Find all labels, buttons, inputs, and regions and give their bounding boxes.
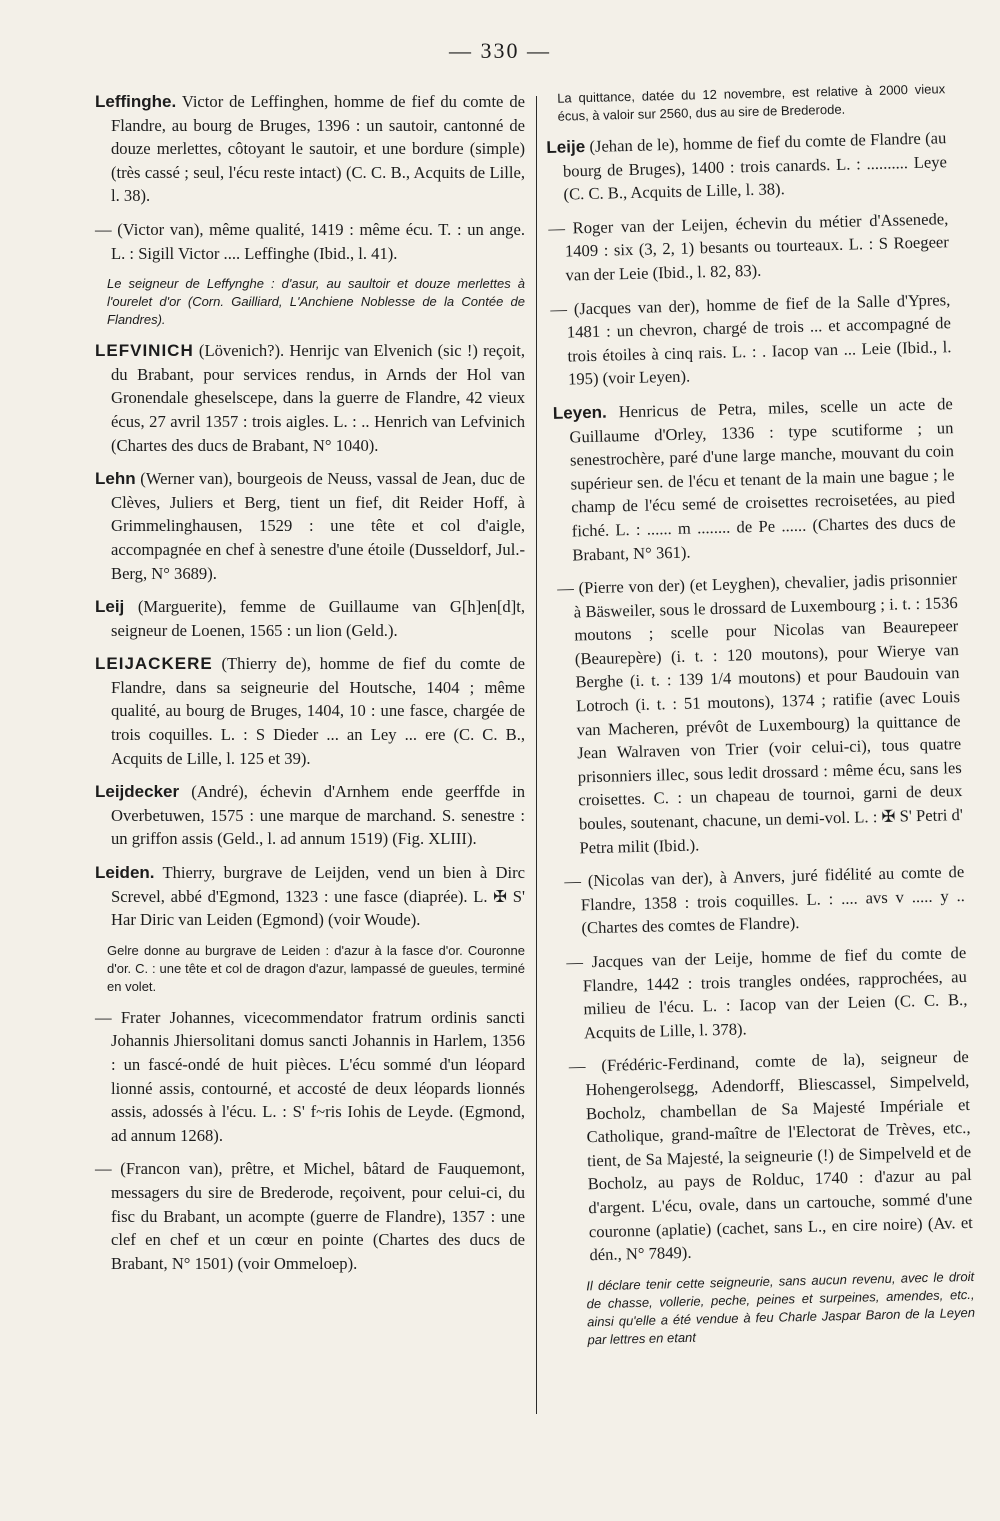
right-column — [545, 80, 976, 1359]
entry-heading: Leffinghe. — [95, 92, 177, 111]
entry-body: (Lövenich?). Henrijc van Elvenich (sic !) reçoit, du Brabant, pour services rendus, in Arnds der Hol van Gronendale gheselscepe, dans la guerre de Flandre, 42 vieux écus, 27 avril 1357 : trois aigles. L. : .. Henrich van Lefvinich (Chartes des ducs de Brabant, N° 1040). — [111, 341, 525, 455]
entry-heading: Leyen. — [552, 402, 607, 423]
entry-body: (Jehan de le), homme de fief du comte de Flandre (au bourg de Bruges), 1400 : trois canards. L. : .......... Leye (C. C. B., Acquits de Lille, l. 38). — [562, 128, 948, 204]
entry-body: (Marguerite), femme de Guillaume van G[h]en[d]t, seigneur de Loenen, 1565 : un lion (Geld.). — [111, 597, 525, 640]
entry-heading: LEIJACKERE — [95, 654, 213, 674]
subentry-leffinghe-victor: — (Victor van), même qualité, 1419 : même écu. T. : un ange. L. : Sigill Victor .... Leffinghe (Ibid., l. 41). — [95, 219, 525, 263]
entry-leije — [546, 126, 948, 207]
subentry-leyen-frederic: — (Frédéric-Ferdinand, comte de la), seigneur de Hohengerolsegg, Adendorff, Bliescassel, Simpelveld, Bocholz, chambellan de Sa Majesté Impériale et Catholique, grand-maître de l'Electorat de Trèves, etc., tient, de Sa Majesté, la seigneurie (!) de Simpelveld et de Bocholz, au pays de Rolduc, 1740 : d'azur au pal d'argent. L'écu, ovale, dans un cartouche, sommé d'une couronne (aplatie) (cachet, sans L., en cire noire) (Av. et dén., N° 7849). — [568, 1047, 974, 1265]
entry-body: Henricus de Petra, miles, scelle un acte de Guillaume d'Orley, 1336 : type scutiforme ; un senestrochère, paré d'une large manche, mouvant du coin supérieur sen. de l'écu et tenant de la main une bague ; le champ de l'écu semé de croisettes recroisetées, au pied fiché. L. : ...... m ........ de Pe ...... (Chartes des ducs de Brabant, N° 361). — [569, 394, 956, 564]
entry-lefvinich — [95, 339, 525, 457]
entry-heading: LEFVINICH — [95, 341, 194, 361]
entry-leiden — [95, 861, 525, 932]
entry-heading: Leije — [546, 137, 586, 157]
subentry-leiden-francon: — (Francon van), prêtre, et Michel, bâtard de Fauquemont, messagers du sire de Brederode, reçoivent, pour celui-ci, du fisc du Brabant, un acompte (guerre de Flandre), 1357 : une clef en chef et un cœur en pointe (Chartes des ducs de Brabant, N° 1501) (voir Ommeloep). — [95, 1159, 525, 1273]
column-rule — [536, 96, 537, 1414]
subentry-leyen-jacques: — Jacques van der Leije, homme de fief du comte de Flandre, 1442 : trois trangles ondées, rapprochées, au milieu de l'écu. L. : Iacop van der Leien (C. C. B., Acquits de Lille, l. 378). — [566, 942, 968, 1043]
entry-body: (Thierry de), homme de fief du comte de Flandre, dans sa seigneurie del Houtsche, 1404 ; même qualité, au bourg de Bruges, 1404, 10 : une fasce, chargée de trois coquilles. L. : S Dieder ... an Ley ... ere (C. C. B., Acquits de Lille, l. 125 et 39). — [111, 654, 525, 768]
entry-body: (André), échevin d'Arnhem ende geerffde in Overbetuwen, 1575 : une marque de marchand. S. senestre : un griffon assis (Geld., l. ad annum 1519) (Fig. XLIII). — [111, 782, 525, 849]
subentry-leyen-pierre: — (Pierre von der) (et Leyghen), chevalier, jadis prisonnier à Bäsweiler, sous le drossard de Luxembourg ; i. t. : 1536 moutons ; scelle pour Nicolas van Beaurepeer (Beaurepère) (i. t. : 120 moutons), pour Wierye van Berghe (i. t. : 139 1/4 moutons) et pour Baudouin van Lotroch (i. t. : 51 moutons), 1374 ; ratifie (avec Louis van Macheren, prévôt de Luxembourg) la quittance de Jean Walraven von Trier (voir celui-ci), tous quatre prisonniers illec, sous ledit drossard : même écu, sans les croisettes. C. : un chapeau de tournoi, garni de deux boules, soutenant, chacune, un demi-vol. L. : ✠ S' Petri d' Petra milit (Ibid.). — [556, 569, 964, 858]
subentry-leije-jacques: — (Jacques van der), homme de fief de la Salle d'Ypres, 1481 : un chevron, chargé de trois ... et accompagné de trois étoiles à cinq rais. L. : . Iacop van ... Leie (Ibid., l. 195) (voir Leyen). — [550, 289, 952, 389]
left-column — [95, 90, 525, 1285]
entry-lehn — [95, 467, 525, 585]
note-leyen: Il déclare tenir cette seigneurie, sans aucun revenu, avec le droit de chasse, vollerie, peche, peines et surpeines, amendes, etc., ainsi qu'elle a été vendue à feu Charle Jaspar Baron de la Leyen par lettres en etant — [586, 1268, 976, 1348]
entry-heading: Lehn — [95, 469, 136, 489]
entry-leijackere — [95, 652, 525, 770]
subentry-leyen-nicolas: — (Nicolas van der), à Anvers, juré fidélité au comte de Flandre, 1358 : trois coquilles. L. : .... avs v ..... y .. (Chartes des comtes de Flandre). — [564, 862, 966, 938]
subentry-leiden-frater: — Frater Johannes, vicecommendator fratrum ordinis sancti Johannis Jhiersolitani domus sancti Johannis in Harlem, 1356 : un fascé-ondé de huit pièces. L'écu sommé d'un léopard lionné assis, contourné, et accosté de deux léopards lionnés assis, adossés à l'écu. L. : S' f~ris Iohis de Leyde. (Egmond, ad annum 1268). — [95, 1007, 525, 1145]
entry-leffinghe — [95, 90, 525, 208]
note-leffinghe: Le seigneur de Leffynghe : d'asur, au saultoir et douze merlettes à l'ourelet d'or (Corn. Gailliard, L'Anchiene Noblesse de la Contée de Flandres). — [107, 276, 525, 328]
subentry-leije-roger: — Roger van der Leijen, échevin du métier d'Assenede, 1409 : six (3, 2, 1) besants ou tourteaux. L. : S Roegeer van der Leie (Ibid., l. 82, 83). — [548, 208, 950, 285]
entry-body: (Werner van), bourgeois de Neuss, vassal de Jean, duc de Clèves, Juliers et Berg, tient un fief, dit Reider Hoff, à Grimmelinghausen, 1529 : une tête et col d'aigle, accompagnée en chef à senestre d'une étoile (Dusseldorf, Jul.-Berg, N° 3689). — [111, 469, 525, 583]
entry-leij — [95, 595, 525, 642]
entry-heading: Leij — [95, 597, 125, 617]
entry-body: Thierry, burgrave de Leijden, vend un bien à Dirc Screvel, abbé d'Egmond, 1323 : une fasce (diaprée). L. ✠ S' Har Diric van Leiden (Egmond) (voir Woude). — [111, 863, 525, 930]
entry-heading: Leijdecker — [95, 782, 180, 802]
note-quittance: La quittance, datée du 12 novembre, est relative à 2000 vieux écus, à valoir sur 2560, dus au sire de Brederode. — [557, 81, 946, 124]
entry-body: Victor de Leffinghen, homme de fief du comte de Flandre, au bourg de Bruges, 1396 : un sautoir, cantonné de douze merlettes, côtoyant le sautoir, et une bordure (simple) (très cassé ; seul, l'écu reste intact) (C. C. B., Acquits de Lille, l. 38). — [111, 92, 525, 206]
entry-heading: Leiden. — [95, 863, 155, 883]
page-number: — 330 — — [449, 38, 551, 63]
entry-leyen — [553, 392, 957, 567]
entry-leijdecker — [95, 780, 525, 851]
note-leiden: Gelre donne au burgrave de Leiden : d'azur à la fasce d'or. Couronne d'or. C. : une tête et col de dragon d'azur, lampassé de gueules, terminé en volet. — [107, 942, 525, 994]
